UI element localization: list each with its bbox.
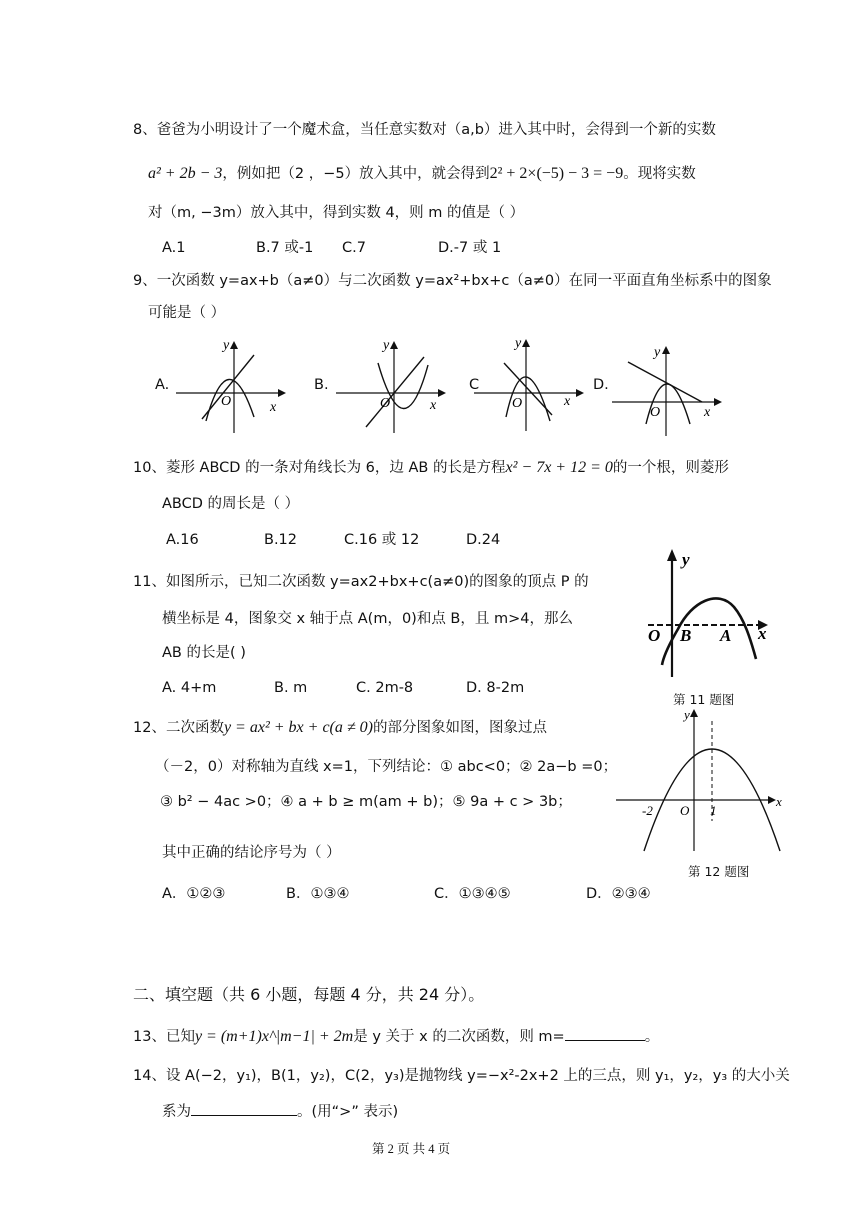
q9-option-a-label: A. [155, 377, 170, 393]
q12-line3: ③ b² − 4ac >0；④ a + b ≥ m(am + b)；⑤ 9a + c > 3b； [160, 794, 572, 810]
q13-expression: y = (m+1)x^|m−1| + 2m [194, 1028, 354, 1045]
q13-text3: 。 [644, 1029, 660, 1045]
q8-line1 [133, 120, 716, 140]
q8-option-d: D.-7 或 1 [438, 240, 502, 256]
q13-text1: 13、已知 [133, 1029, 195, 1045]
q10-line2: ABCD 的周长是（ ） [162, 496, 300, 512]
q12-option-b: B．①③④ [286, 886, 350, 902]
q9c-origin-label: O [512, 396, 523, 411]
q9b-y-label: y [383, 338, 390, 353]
q13-line [133, 1024, 659, 1047]
q9-graph-a [176, 335, 286, 435]
q11-option-b: B. m [274, 680, 308, 696]
q12-neg2-label: -2 [642, 803, 653, 818]
q9-option-d-label: D. [593, 377, 609, 393]
q9d-origin-label: O [650, 405, 661, 420]
q9d-y-label: y [654, 345, 661, 360]
q10-text1: 10、菱形 ABCD 的一条对角线长为 6，边 AB 的长是方程 [133, 460, 506, 476]
q11-x-label: x [758, 624, 767, 643]
q10-option-a: A.16 [166, 532, 199, 548]
q11-option-c: C. 2m-8 [356, 680, 414, 696]
q8-option-c: C.7 [342, 240, 366, 256]
q12-figure [612, 703, 790, 853]
q9c-x-label: x [564, 394, 571, 409]
q12-y-label: y [684, 707, 690, 722]
q8-number: 8、 [133, 122, 157, 138]
page-footer: 第 2 页 共 4 页 [372, 1142, 451, 1156]
q12-one-label: 1 [710, 803, 717, 818]
q9-graph-b [336, 335, 446, 435]
q14-line1: 14、设 A(−2，y₁)，B(1，y₂)，C(2，y₃)是抛物线 y=−x²-2x+2 上的三点，则 y₁，y₂，y₃ 的大小关 [133, 1068, 790, 1084]
q11-option-a: A. 4+m [162, 680, 217, 696]
q14-line2 [162, 1099, 398, 1122]
section-2-title: 二、填空题（共 6 小题，每题 4 分，共 24 分）。 [133, 985, 485, 1004]
q12-text1: 12、二次函数 [133, 720, 224, 736]
q11-caption: 第 11 题图 [673, 692, 735, 707]
q12-line4: 其中正确的结论序号为（ ） [162, 845, 341, 861]
q14-text2: 系为 [162, 1104, 191, 1120]
q8-line2 [148, 164, 696, 184]
q8-line3: 对（m, −3m）放入其中，得到实数 4，则 m 的值是（ ） [148, 205, 525, 221]
q12-line1 [133, 718, 547, 738]
q9-option-b-label: B. [314, 377, 329, 393]
q10-line1 [133, 458, 729, 478]
q12-option-a: A．①②③ [162, 886, 226, 902]
q10-text1-end: 的一个根，则菱形 [612, 460, 729, 476]
q11-line1: 11、如图所示，已知二次函数 y=ax2+bx+c(a≠0)的图象的顶点 P 的 [133, 574, 589, 590]
q8-text2-end: 。现将实数 [623, 166, 696, 182]
q9c-y-label: y [515, 336, 522, 351]
q13-answer-blank[interactable] [565, 1024, 645, 1041]
q9a-y-label: y [223, 338, 230, 353]
q8-text2: ，例如把（2 ，−5）放入其中，就会得到 [222, 166, 490, 182]
q8-option-b: B.7 或-1 [256, 240, 314, 256]
q10-equation: x² − 7x + 12 = 0 [505, 459, 613, 476]
q10-option-b: B.12 [264, 532, 298, 548]
q10-option-d: D.24 [466, 532, 501, 548]
q9-line1: 9、一次函数 y=ax+b（a≠0）与二次函数 y=ax²+bx+c（a≠0）在同一平面直角坐标系中的图象 [133, 273, 772, 289]
q11-line2: 横坐标是 4，图象交 x 轴于点 A(m，0)和点 B，且 m>4，那么 [162, 611, 573, 627]
q12-caption: 第 12 题图 [688, 864, 750, 879]
q11-point-a-label: A [720, 626, 732, 645]
q9a-origin-label: O [221, 394, 232, 409]
q12-x-label: x [776, 794, 782, 809]
q14-answer-blank[interactable] [191, 1099, 297, 1116]
q11-figure [644, 545, 780, 680]
q12-option-d: D．②③④ [586, 886, 651, 902]
q8-expr1: a² + 2b − 3 [148, 165, 223, 182]
q12-text1-end: 的部分图象如图，图象过点 [372, 720, 547, 736]
q8-option-a: A.1 [162, 240, 186, 256]
q9-graph-d [612, 338, 722, 438]
q8-text1: 爸爸为小明设计了一个魔术盒，当任意实数对（a,b）进入其中时，会得到一个新的实数 [156, 122, 716, 138]
q9-line2: 可能是（ ） [148, 305, 226, 321]
q11-point-b-label: B [680, 626, 692, 645]
q9a-x-label: x [270, 400, 277, 415]
q9-graph-c [474, 333, 584, 433]
q9b-origin-label: O [380, 396, 391, 411]
q12-origin-label: O [680, 803, 690, 818]
q12-line2: （－2，0）对称轴为直线 x=1，下列结论：① abc<0；② 2a−b =0； [155, 759, 618, 775]
q9-option-c-label: C [469, 377, 480, 393]
q13-text2: 是 y 关于 x 的二次函数，则 m= [353, 1029, 565, 1045]
q12-function: y = ax² + bx + c(a ≠ 0) [223, 719, 373, 736]
q11-option-d: D. 8-2m [466, 680, 525, 696]
q14-text2-end: 。(用“>” 表示) [297, 1104, 399, 1120]
q10-option-c: C.16 或 12 [344, 532, 420, 548]
q9b-x-label: x [430, 398, 437, 413]
q8-expr2: 2² + 2×(−5) − 3 = −9 [489, 165, 624, 182]
q11-y-label: y [682, 550, 690, 569]
q11-line3: AB 的长是( ) [162, 645, 246, 661]
q11-origin-label: O [648, 626, 661, 645]
q9d-x-label: x [704, 405, 711, 420]
q12-option-c: C．①③④⑤ [434, 886, 511, 902]
